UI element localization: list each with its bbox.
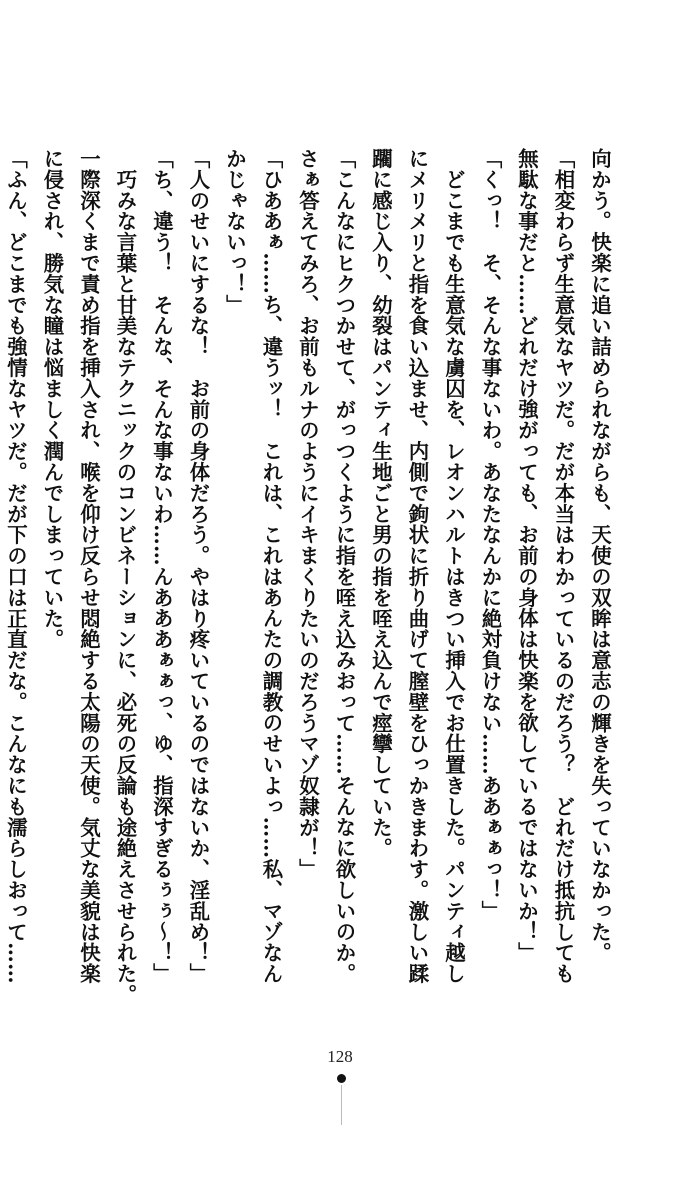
- text-line-5: どこまでも生意気な虜囚を、レオンハルトはきつい挿入でお仕置きした。パンティ越し: [442, 148, 466, 984]
- text-line-8: 「こんなにヒクつかせて、がっつくように指を咥え込みおって……そんなに欲しいのか。: [332, 148, 357, 984]
- text-line-13: 「ち、違う！ そんな、そんな事ないわ……んあああぁぁっ、ゆ、指深すぎるぅぅ～！」: [150, 148, 174, 984]
- text-line-10: 「ひああぁ……ち、違うッ！ これは、これはあんたの調教のせいよっ……私、マゾなん: [259, 148, 284, 984]
- text-line-16: に侵され、勝気な瞳は悩ましく潤んでしまっていた。: [40, 148, 65, 650]
- page-number: 128: [327, 1047, 353, 1066]
- page-marker-line: [341, 1085, 342, 1125]
- text-line-12: 「人のせいにするな！ お前の身体だろう。やはり疼いているのではないか、淫乱め！」: [186, 148, 211, 984]
- text-line-7: 躙に感じ入り、幼裂はパンティ生地ごと男の指を咥え込んで痙攣していた。: [369, 148, 393, 859]
- text-line-14: 巧みな言葉と甘美なテクニックのコンビネーションに、必死の反論も途絶えさせられた。: [113, 148, 138, 1005]
- text-line-15: 一際深くまで責め指を挿入され、喉を仰け反らせ悶絶する太陽の天使。気丈な美貌は快楽: [77, 148, 101, 984]
- text-line-9: さぁ答えてみろ、お前もルナのようにイキまくりたいのだろうマゾ奴隷が！」: [296, 148, 320, 880]
- page-marker-dot: [337, 1074, 346, 1083]
- text-line-2: 「相変わらず生意気なヤツだ。だが本当はわかっているのだろう？ どれだけ抵抗しても: [551, 148, 576, 984]
- text-line-6: にメリメリと指を食い込ませ、内側で鉤状に折り曲げて膣壁をひっかきまわす。激しい蹂: [405, 148, 430, 984]
- text-line-3: 無駄な事だと……どれだけ強がっても、お前の身体は快楽を欲しているではないか！」: [515, 148, 539, 964]
- vertical-text-body: [4, 148, 618, 1028]
- text-line-11: かじゃないっ！」: [223, 148, 247, 316]
- text-line-4: 「くっ！ そ、そんな事ないわ。あなたなんかに絶対負けない……ああぁぁっ！」: [478, 148, 503, 922]
- text-line-1: 向かう。快楽に追い詰められながらも、天使の双眸は意志の輝きを失っていなかった。: [588, 148, 612, 964]
- text-line-17: 「ふん、どこまでも強情なヤツだ。だが下の口は正直だな。こんなにも濡らしおって……: [4, 148, 28, 984]
